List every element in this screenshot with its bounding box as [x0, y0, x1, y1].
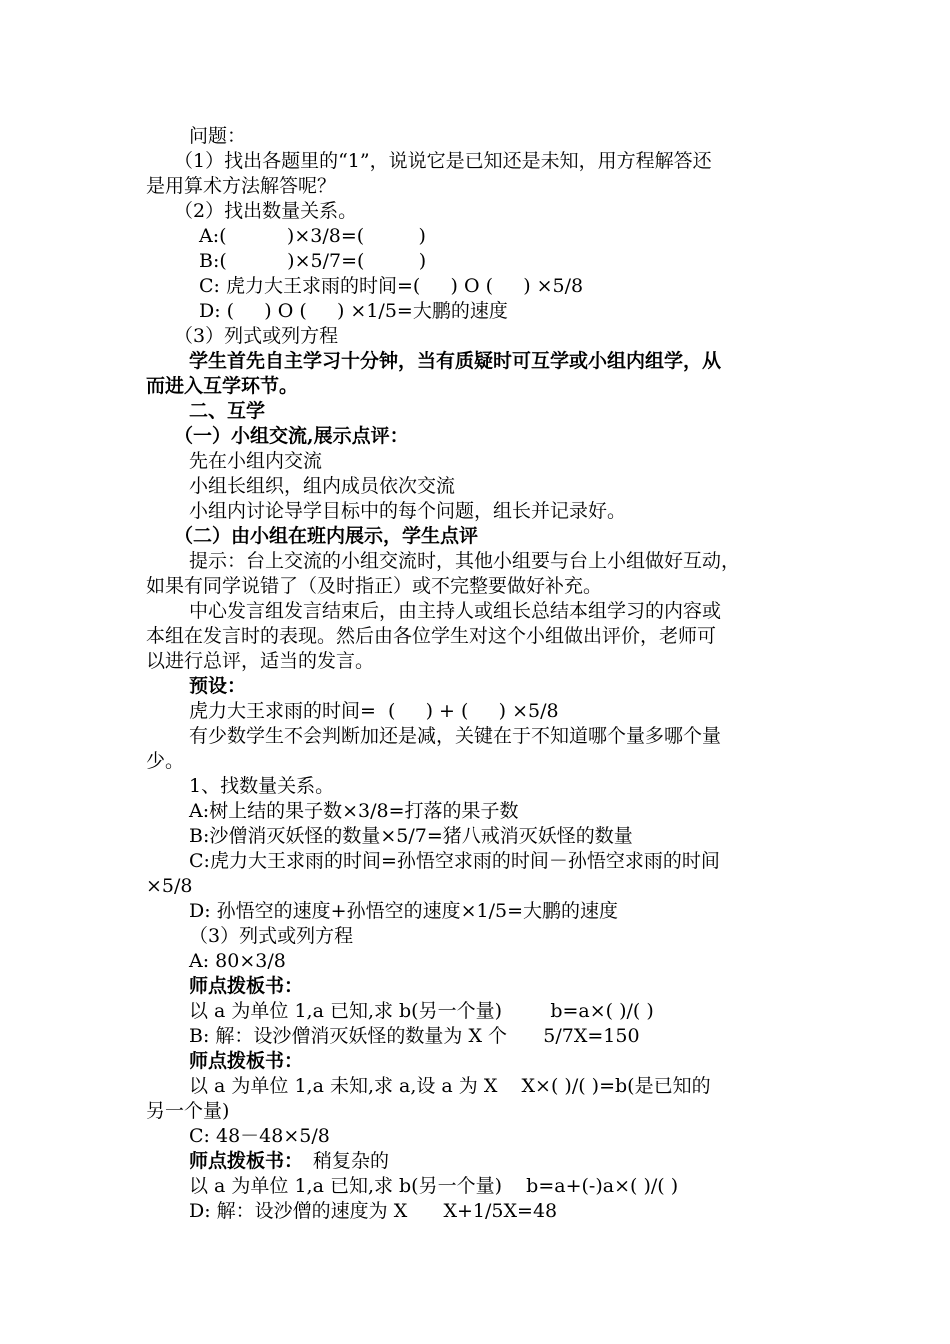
text-line: 小组长组织，组内成员依次交流 [189, 475, 456, 497]
text-line: 如果有同学说错了（及时指正）或不完整要做好补充。 [146, 575, 603, 597]
text-line: 学生首先自主学习十分钟，当有质疑时可互学或小组内组学，从 [189, 350, 722, 372]
text-line: C:虎力大王求雨的时间=孙悟空求雨的时间－孙悟空求雨的时间 [189, 850, 720, 872]
text-line: 是用算术方法解答呢？ [146, 175, 337, 197]
text-line: D: 孙悟空的速度+孙悟空的速度×1/5=大鹏的速度 [189, 900, 619, 922]
text-line: （1）找出各题里的“1”，说说它是已知还是未知，用方程解答还 [174, 150, 712, 172]
text-line: （3）列式或列方程 [174, 325, 339, 347]
text-line: 师点拨板书： [189, 1150, 304, 1172]
text-line: 以进行总评，适当的发言。 [146, 650, 375, 672]
section-heading: 二、互学 [189, 400, 266, 422]
text-line: 而进入互学环节。 [146, 375, 299, 397]
text-line: 小组内讨论导学目标中的每个问题，组长并记录好。 [189, 500, 627, 522]
text-line: 有少数学生不会判断加还是减，关键在于不知道哪个量多哪个量 [189, 725, 722, 747]
text-line: C: 48－48×5/8 [189, 1125, 330, 1147]
text-line: （3）列式或列方程 [189, 925, 354, 947]
text-line: 1、找数量关系。 [189, 775, 335, 797]
text-line: 稍复杂的 [313, 1150, 390, 1172]
text-line: 师点拨板书： [189, 1050, 304, 1072]
text-line: 预设： [189, 675, 247, 697]
text-line: 少。 [146, 750, 185, 772]
subsection-heading: （一）小组交流,展示点评： [174, 425, 409, 447]
text-line: 另一个量) [146, 1100, 230, 1122]
text-line: B:沙僧消灭妖怪的数量×5/7=猪八戒消灭妖怪的数量 [189, 825, 633, 847]
subsection-heading: （二）由小组在班内展示，学生点评 [174, 525, 479, 547]
text-line: 本组在发言时的表现。然后由各位学生对这个小组做出评价，老师可 [146, 625, 717, 647]
text-line: C: 虎力大王求雨的时间=( ) O ( ) ×5/8 [199, 275, 584, 297]
text-line: 中心发言组发言结束后，由主持人或组长总结本组学习的内容或 [189, 600, 722, 622]
text-line: B: 解：设沙僧消灭妖怪的数量为 X 个 5/7X=150 [189, 1025, 640, 1047]
text-line: 虎力大王求雨的时间= ( ) + ( ) ×5/8 [189, 700, 559, 722]
text-line: 师点拨板书： [189, 975, 304, 997]
text-line: 提示：台上交流的小组交流时，其他小组要与台上小组做好互动， [189, 550, 741, 572]
text-line: 以 a 为单位 1,a 未知,求 a,设 a 为 X X×( )/( )=b(是已知的 [189, 1075, 711, 1097]
text-line: A:( )×3/8=( ) [199, 225, 426, 247]
text-line: ×5/8 [146, 875, 193, 897]
text-line: D: ( ) O ( ) ×1/5=大鹏的速度 [199, 300, 508, 322]
text-line: 先在小组内交流 [189, 450, 323, 472]
text-line: 以 a 为单位 1,a 已知,求 b(另一个量) b=a+(-)a×( )/( ) [189, 1175, 679, 1197]
text-line: 问题： [189, 125, 247, 147]
text-line: A:树上结的果子数×3/8=打落的果子数 [189, 800, 519, 822]
text-line: B:( )×5/7=( ) [199, 250, 427, 272]
text-line: （2）找出数量关系。 [174, 200, 358, 222]
text-line: A: 80×3/8 [189, 950, 286, 972]
text-line: 以 a 为单位 1,a 已知,求 b(另一个量) b=a×( )/( ) [189, 1000, 654, 1022]
text-line: D: 解：设沙僧的速度为 X X+1/5X=48 [189, 1200, 558, 1222]
